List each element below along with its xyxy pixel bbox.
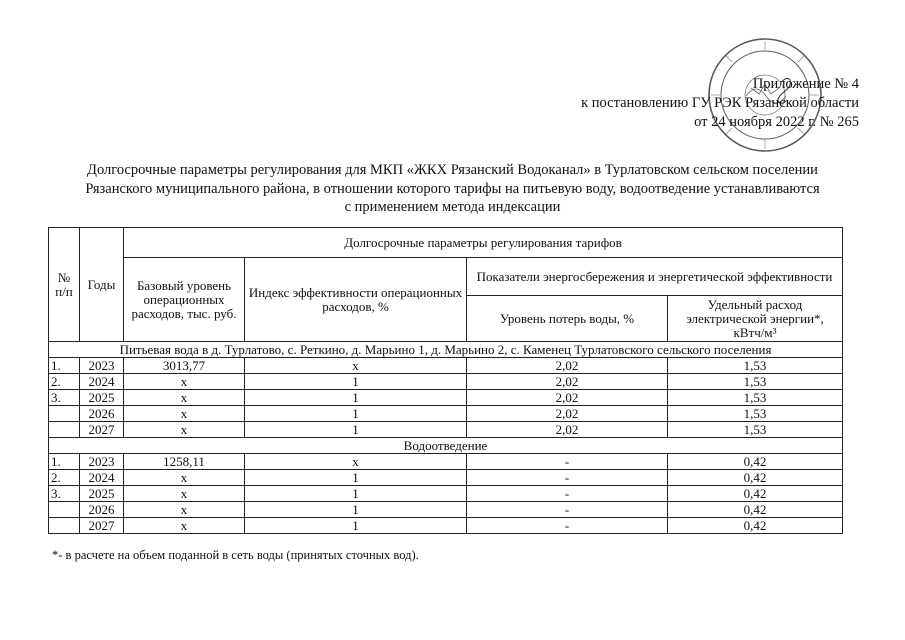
cell-base: х xyxy=(124,518,245,534)
cell-num: 2. xyxy=(49,470,80,486)
table-row xyxy=(49,358,843,374)
appendix-block xyxy=(581,75,859,132)
cell-num xyxy=(49,422,80,438)
header-years: Годы xyxy=(80,228,124,342)
title-line-3: с применением метода индексации xyxy=(344,199,561,215)
cell-specific: 1,53 xyxy=(668,422,843,438)
cell-index: 1 xyxy=(245,390,467,406)
table-row xyxy=(49,374,843,390)
cell-year: 2026 xyxy=(80,502,124,518)
cell-specific: 0,42 xyxy=(668,502,843,518)
header-base: Базовый уровень операционных расходов, тыс. руб. xyxy=(124,258,245,342)
header-num: № п/п xyxy=(49,228,80,342)
cell-specific: 0,42 xyxy=(668,486,843,502)
cell-base: х xyxy=(124,486,245,502)
cell-loss: - xyxy=(467,518,668,534)
cell-loss: 2,02 xyxy=(467,406,668,422)
table-row xyxy=(49,390,843,406)
cell-num: 2. xyxy=(49,374,80,390)
header-index: Индекс эффективности операционных расходов, % xyxy=(245,258,467,342)
cell-index: 1 xyxy=(245,374,467,390)
cell-index: х xyxy=(245,454,467,470)
cell-base: 1258,11 xyxy=(124,454,245,470)
cell-year: 2023 xyxy=(80,454,124,470)
cell-index: 1 xyxy=(245,406,467,422)
cell-base: х xyxy=(124,390,245,406)
cell-num xyxy=(49,518,80,534)
cell-year: 2025 xyxy=(80,486,124,502)
cell-index: 1 xyxy=(245,486,467,502)
cell-loss: 2,02 xyxy=(467,390,668,406)
cell-year: 2027 xyxy=(80,422,124,438)
cell-year: 2024 xyxy=(80,470,124,486)
cell-specific: 0,42 xyxy=(668,470,843,486)
table-row xyxy=(49,422,843,438)
parameters-table xyxy=(48,227,843,534)
cell-loss: 2,02 xyxy=(467,374,668,390)
table-row xyxy=(49,406,843,422)
cell-loss: - xyxy=(467,454,668,470)
appendix-number: Приложение № 4 xyxy=(752,76,859,92)
title-line-2: Рязанского муниципального района, в отношении которого тарифы на питьевую воду, водоотведение устанавливаются xyxy=(85,180,820,197)
cell-loss: - xyxy=(467,486,668,502)
appendix-resolution: к постановлению ГУ РЭК Рязанской области xyxy=(581,95,859,111)
cell-loss: - xyxy=(467,502,668,518)
cell-index: 1 xyxy=(245,422,467,438)
cell-base: х xyxy=(124,374,245,390)
cell-num xyxy=(49,502,80,518)
cell-base: х xyxy=(124,422,245,438)
cell-index: х xyxy=(245,358,467,374)
cell-year: 2026 xyxy=(80,406,124,422)
cell-loss: 2,02 xyxy=(467,358,668,374)
cell-base: х xyxy=(124,470,245,486)
cell-base: х xyxy=(124,502,245,518)
cell-num xyxy=(49,406,80,422)
cell-specific: 1,53 xyxy=(668,374,843,390)
cell-loss: - xyxy=(467,470,668,486)
table-row xyxy=(49,454,843,470)
cell-specific: 1,53 xyxy=(668,390,843,406)
footnote: *- в расчете на объем поданной в сеть воды (принятых сточных вод). xyxy=(52,548,419,562)
section-title-water: Питьевая вода в д. Турлатово, с. Реткино, д. Марьино 1, д. Марьино 2, с. Каменец Турлатовского сельского поселения xyxy=(49,342,843,358)
cell-loss: 2,02 xyxy=(467,422,668,438)
cell-num: 1. xyxy=(49,454,80,470)
title-line-1: Долгосрочные параметры регулирования для МКП «ЖКХ Рязанский Водоканал» в Турлатовском сельском поселении xyxy=(87,162,818,178)
table-row xyxy=(49,486,843,502)
table-row xyxy=(49,518,843,534)
table-row xyxy=(49,470,843,486)
header-loss: Уровень потерь воды, % xyxy=(467,296,668,342)
cell-base: 3013,77 xyxy=(124,358,245,374)
header-energy-group: Показатели энергосбережения и энергетической эффективности xyxy=(467,258,843,296)
cell-specific: 1,53 xyxy=(668,406,843,422)
cell-year: 2025 xyxy=(80,390,124,406)
document-title xyxy=(40,161,865,217)
cell-num: 3. xyxy=(49,486,80,502)
cell-num: 1. xyxy=(49,358,80,374)
cell-year: 2027 xyxy=(80,518,124,534)
section-title-wastewater: Водоотведение xyxy=(49,438,843,454)
header-specific: Удельный расход электрической энергии*, кВтч/м³ xyxy=(668,296,843,342)
cell-specific: 0,42 xyxy=(668,454,843,470)
cell-index: 1 xyxy=(245,470,467,486)
cell-specific: 1,53 xyxy=(668,358,843,374)
cell-num: 3. xyxy=(49,390,80,406)
cell-year: 2023 xyxy=(80,358,124,374)
cell-index: 1 xyxy=(245,518,467,534)
cell-specific: 0,42 xyxy=(668,518,843,534)
header-group: Долгосрочные параметры регулирования тарифов xyxy=(124,228,843,258)
cell-index: 1 xyxy=(245,502,467,518)
cell-base: х xyxy=(124,406,245,422)
appendix-date: от 24 ноября 2022 г. № 265 xyxy=(694,114,859,130)
table-row xyxy=(49,502,843,518)
cell-year: 2024 xyxy=(80,374,124,390)
